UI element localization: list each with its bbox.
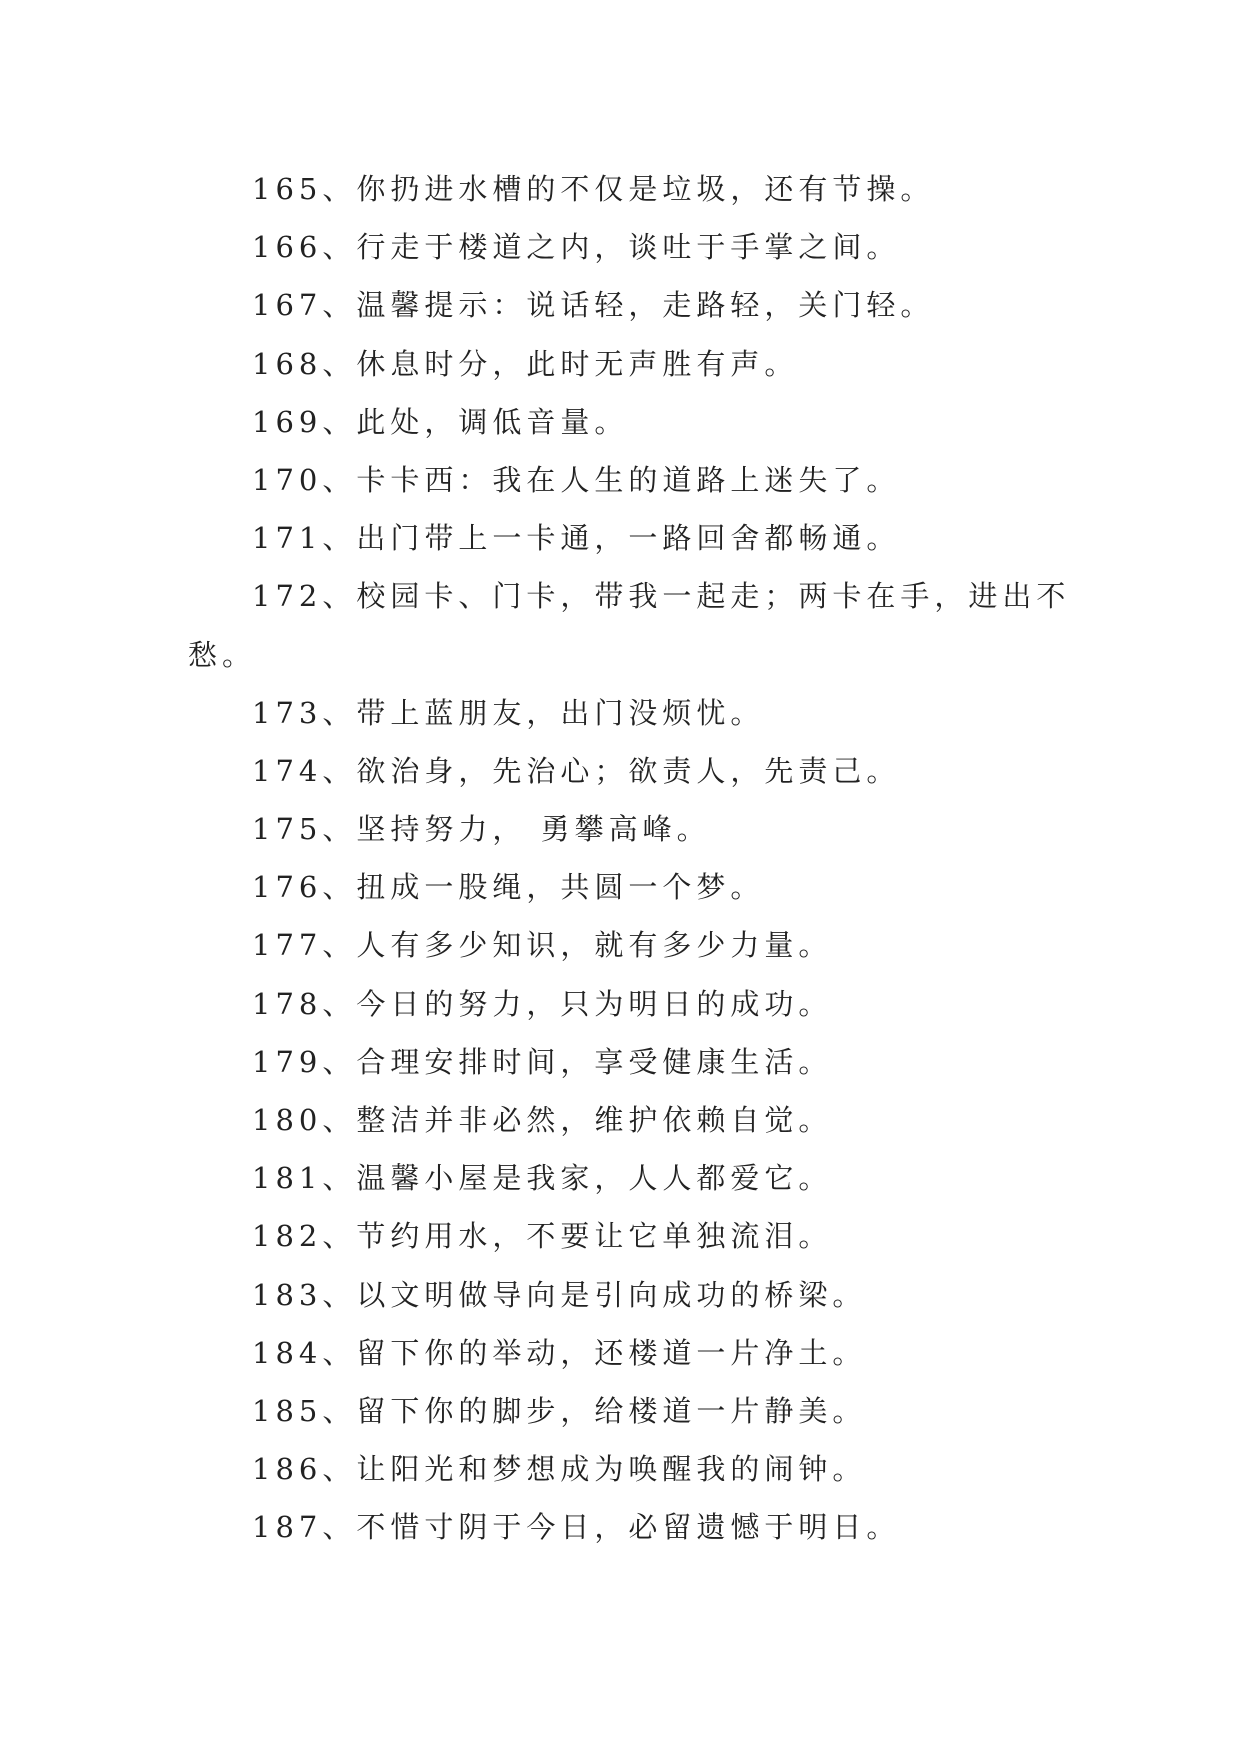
slogan-line-183: 183、以文明做导向是引向成功的桥梁。: [252, 1277, 867, 1312]
slogan-line-187: 187、不惜寸阴于今日，必留遗憾于明日。: [252, 1510, 901, 1545]
slogan-line-170: 170、卡卡西：我在人生的道路上迷失了。: [252, 462, 901, 497]
slogan-line-180: 180、整洁并非必然，维护依赖自觉。: [252, 1103, 833, 1137]
slogan-line-168: 168、休息时分，此时无声胜有声。: [252, 346, 799, 381]
slogan-line-172: 172、校园卡、门卡，带我一起走；两卡在手，进出不: [252, 579, 1071, 614]
slogan-line-179: 179、合理安排时间，享受健康生活。: [252, 1044, 833, 1079]
slogan-line-177: 177、人有多少知识，就有多少力量。: [252, 928, 833, 963]
slogan-line-165: 165、你扔进水槽的不仅是垃圾，还有节操。: [252, 172, 935, 206]
slogan-line-182: 182、节约用水，不要让它单独流泪。: [252, 1219, 833, 1254]
slogan-line-178: 178、今日的努力，只为明日的成功。: [252, 986, 833, 1021]
document-body: [188, 160, 1071, 1557]
slogan-line-171: 171、出门带上一卡通，一路回舍都畅通。: [252, 521, 901, 556]
slogan-line-167: 167、温馨提示：说话轻，走路轻，关门轻。: [252, 288, 935, 323]
slogan-line-184: 184、留下你的举动，还楼道一片净土。: [252, 1335, 867, 1370]
slogan-line-166: 166、行走于楼道之内，谈吐于手掌之间。: [252, 230, 901, 265]
slogan-line-173: 173、带上蓝朋友，出门没烦忧。: [252, 695, 765, 730]
slogan-line-185: 185、留下你的脚步，给楼道一片静美。: [252, 1393, 867, 1428]
slogan-line-172-continued: 愁。: [188, 637, 257, 672]
slogan-line-181: 181、温馨小屋是我家，人人都爱它。: [252, 1161, 833, 1196]
slogan-line-176: 176、扭成一股绳，共圆一个梦。: [252, 870, 765, 905]
slogan-line-169: 169、此处，调低音量。: [252, 404, 629, 439]
slogan-line-175: 175、坚持努力， 勇攀高峰。: [252, 812, 711, 847]
slogan-line-186: 186、让阳光和梦想成为唤醒我的闹钟。: [252, 1452, 867, 1487]
slogan-line-174: 174、欲治身，先治心；欲责人，先责己。: [252, 753, 901, 788]
